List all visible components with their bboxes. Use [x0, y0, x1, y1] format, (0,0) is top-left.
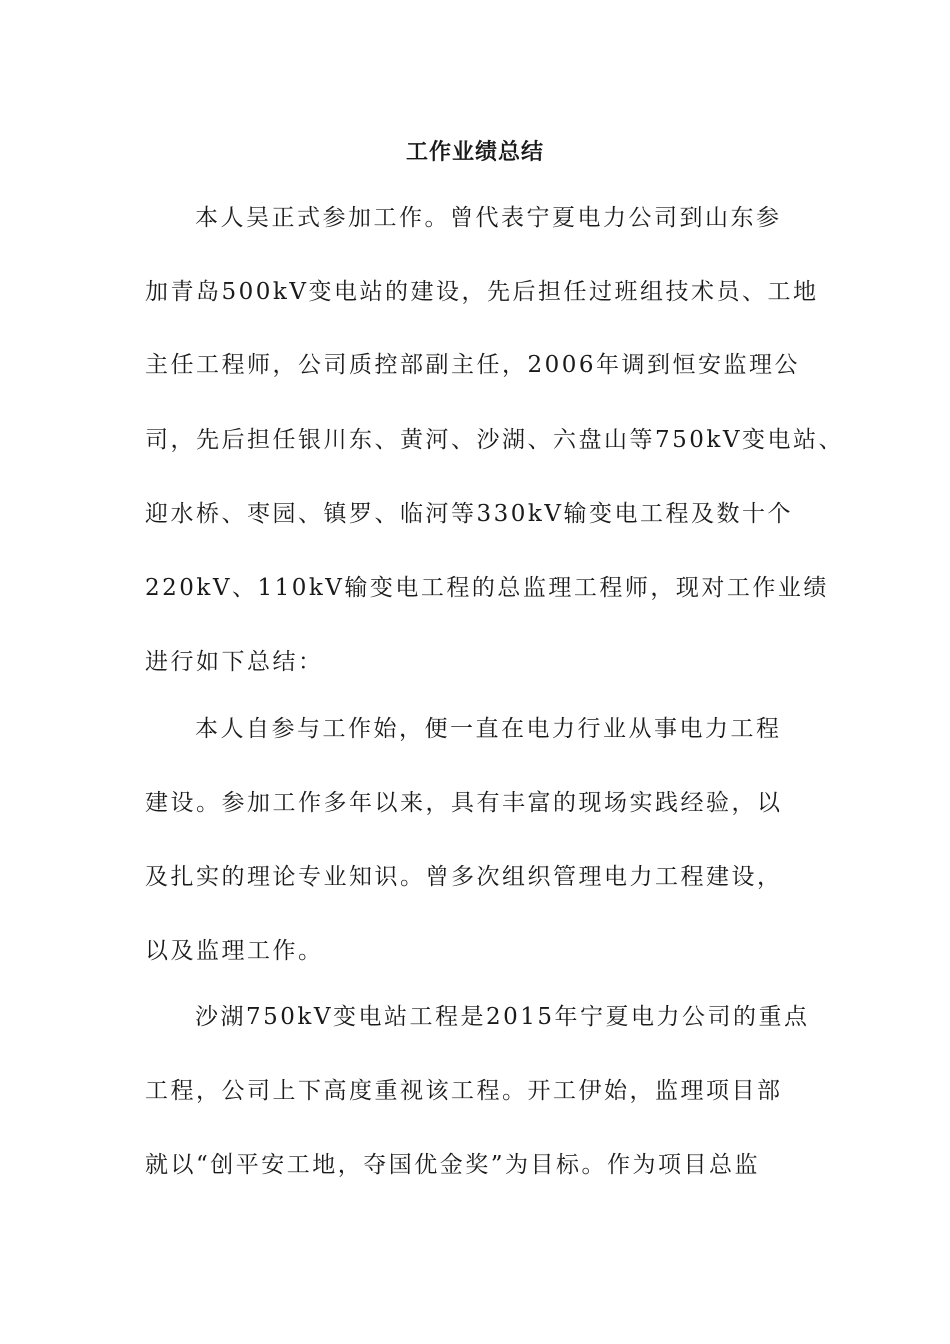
- paragraph-1-line-5: 迎水桥、枣园、镇罗、临河等330kV输变电工程及数十个: [145, 501, 793, 527]
- paragraph-1-line-1: 本人吴正式参加工作。曾代表宁夏电力公司到山东参: [195, 205, 782, 231]
- paragraph-2-line-4: 以及监理工作。: [145, 938, 324, 964]
- paragraph-1-line-6: 220kV、110kV输变电工程的总监理工程师，现对工作业绩: [145, 575, 829, 601]
- paragraph-2-line-2: 建设。参加工作多年以来，具有丰富的现场实践经验，以: [145, 790, 783, 816]
- paragraph-3-line-3: 就以“创平安工地，夺国优金奖”为目标。作为项目总监: [145, 1152, 761, 1178]
- paragraph-1-line-2: 加青岛500kV变电站的建设，先后担任过班组技术员、工地: [145, 279, 819, 305]
- paragraph-2-line-3: 及扎实的理论专业知识。曾多次组织管理电力工程建设，: [145, 864, 783, 890]
- paragraph-1-line-3: 主任工程师，公司质控部副主任，2006年调到恒安监理公: [145, 352, 801, 378]
- paragraph-3-line-1: 沙湖750kV变电站工程是2015年宁夏电力公司的重点: [195, 1004, 810, 1030]
- paragraph-2-line-1: 本人自参与工作始，便一直在电力行业从事电力工程: [195, 716, 782, 742]
- document-title: 工作业绩总结: [405, 139, 544, 165]
- paragraph-3-line-2: 工程，公司上下高度重视该工程。开工伊始，监理项目部: [145, 1078, 783, 1104]
- paragraph-1-line-7: 进行如下总结：: [145, 649, 324, 675]
- paragraph-1-line-4: 司，先后担任银川东、黄河、沙湖、六盘山等750kV变电站、: [145, 427, 844, 453]
